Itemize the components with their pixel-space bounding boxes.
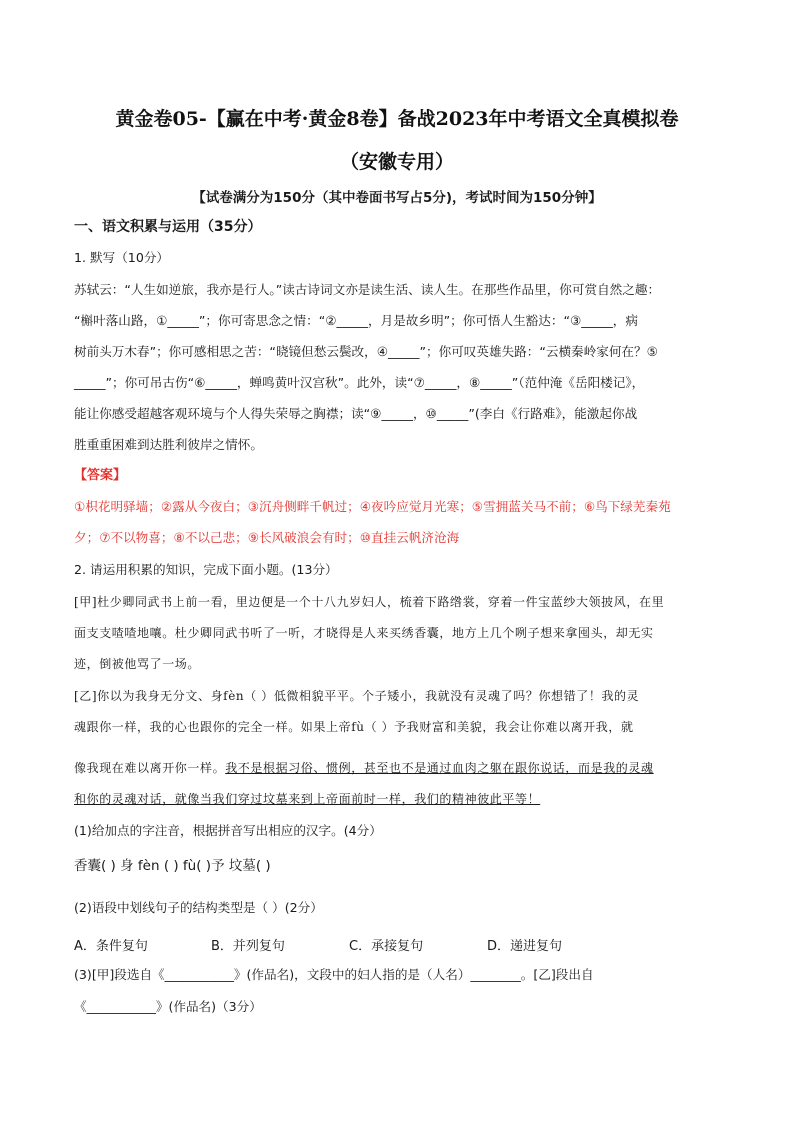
sub-question-3-cont: 《___________》(作品名)（3分） bbox=[74, 999, 262, 1014]
passage-yi-text: 像我现在难以离开你一样。 bbox=[74, 761, 226, 775]
sub-question-1-blanks: 香囊( ) 身 fèn ( ) fù( )予 坟墓( ) bbox=[74, 858, 271, 874]
q1-line: “槲叶落山路，①_____”；你可寄思念之情：“②_____，月是故乡明”；你可悟人生豁达：“③_____，病 bbox=[74, 313, 638, 328]
q1-line: 苏轼云：“人生如逆旅，我亦是行人。”读古诗词文亦是读生活、读人生。在那些作品里，你可赏自然之趣： bbox=[74, 282, 661, 297]
option-a: A．条件复句 bbox=[74, 939, 148, 954]
q1-title: 1. 默写（10分） bbox=[74, 250, 170, 265]
underlined-sentence: 和你的灵魂对话，就像当我们穿过坟墓来到上帝面前时一样，我们的精神彼此平等！ bbox=[74, 792, 541, 806]
doc-title-line2: （安徽专用） bbox=[339, 151, 454, 173]
answer-line: 夕；⑦不以物喜；⑧不以己悲；⑨长风破浪会有时；⑩直挂云帆济沧海 bbox=[74, 530, 460, 545]
answer-tag: 【答案】 bbox=[74, 468, 127, 483]
q2-title: 2. 请运用积累的知识，完成下面小题。(13分） bbox=[74, 562, 338, 577]
option-c: C．承接复句 bbox=[349, 939, 424, 954]
passage-yi-line bbox=[74, 759, 654, 777]
q1-line: 能让你感受超越客观环境与个人得失荣辱之胸襟；读“⑨_____，⑩_____”(李白《行路难》，能激起你战 bbox=[74, 406, 638, 421]
q1-line: 胜重重困难到达胜利彼岸之情怀。 bbox=[74, 437, 263, 452]
option-d: D．递进复句 bbox=[487, 939, 563, 954]
section-heading: 一、语文积累与运用（35分） bbox=[74, 219, 262, 235]
passage-jia-line: [甲]杜少卿同武书上前一看，里边便是一个十八九岁妇人，梳着下路绺裳，穿着一件宝蓝纱大领披风，在里 bbox=[74, 595, 665, 609]
answer-line: ①枳花明驿墙；②露从今夜白；③沉舟侧畔千帆过；④夜吟应觉月光寒；⑤雪拥蓝关马不前；⑥鸟下绿芜秦苑 bbox=[74, 499, 671, 514]
sub-question-1: (1)给加点的字注音，根据拼音写出相应的汉字。(4分） bbox=[74, 823, 382, 838]
underlined-sentence: 我不是根据习俗、惯例，甚至也不是通过血肉之躯在跟你说话，而是我的灵魂 bbox=[225, 761, 654, 775]
passage-yi-line: [乙]你以为我身无分文、身fèn（ ）低微相貌平平。个子矮小，我就没有灵魂了吗？你想错了！我的灵 bbox=[74, 689, 640, 703]
q1-line: _____”；你可吊古伤“⑥_____，蝉鸣黄叶汉宫秋”。此外，读“⑦_____，⑧_____”（范仲淹《岳阳楼记》， bbox=[74, 375, 645, 390]
exam-info: 【试卷满分为150分（其中卷面书写占5分)，考试时间为150分钟】 bbox=[192, 190, 602, 206]
doc-title-line1: 黄金卷05-【赢在中考·黄金8卷】备战2023年中考语文全真模拟卷 bbox=[115, 108, 679, 130]
passage-jia-line: 迹，倒被他骂了一场。 bbox=[74, 657, 201, 671]
sub-question-3: (3)[甲]段选自《___________》(作品名)，文段中的妇人指的是（人名）________。[乙]段出自 bbox=[74, 967, 594, 982]
passage-yi-line: 魂跟你一样，我的心也跟你的完全一样。如果上帝fù（ ）予我财富和美貌，我会让你难以离开我，就 bbox=[74, 720, 634, 734]
sub-question-2: (2)语段中划线句子的结构类型是（ ）(2分） bbox=[74, 900, 323, 915]
passage-yi-line bbox=[74, 790, 540, 808]
passage-jia-line: 面支支喳喳地嚷。杜少卿同武书听了一听，才晓得是人来买绣香囊，地方上几个咧子想来拿囤头，却无实 bbox=[74, 626, 654, 640]
option-b: B．并列复句 bbox=[211, 939, 285, 954]
q1-line: 树前头万木春”；你可感相思之苦：“晓镜但愁云鬓改，④_____”；你可叹英雄失路：“云横秦岭家何在？⑤ bbox=[74, 344, 658, 359]
